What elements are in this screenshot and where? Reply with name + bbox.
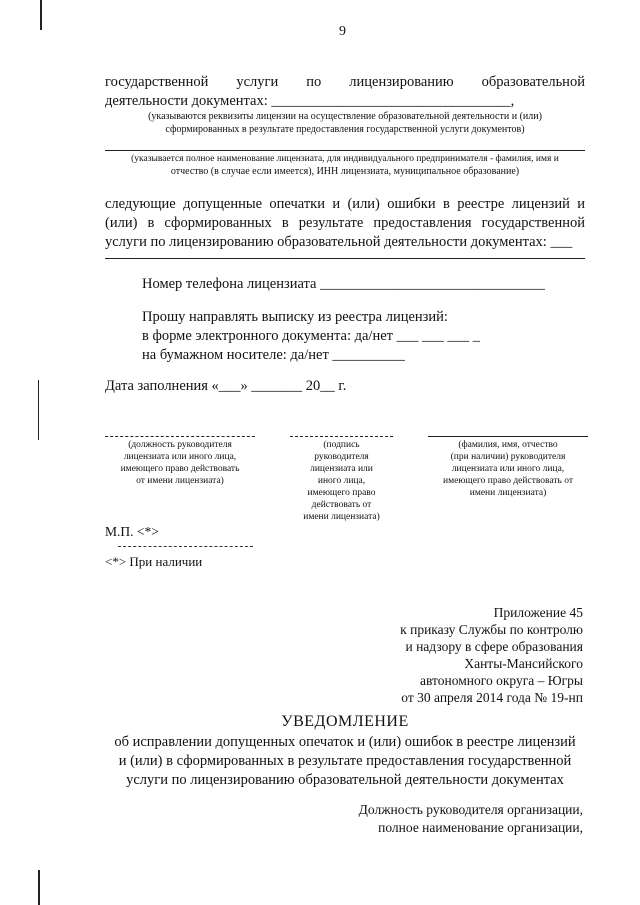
signature-line-sign <box>290 436 393 437</box>
licensee-note-line1: (указывается полное наименование лицензиата, для индивидуального предпринимателя - фамилия, имя и <box>131 154 559 164</box>
license-details-note-line2: сформированных в результате предоставления государственной услуги документов) <box>165 124 525 135</box>
footnote-separator <box>118 546 253 547</box>
licensee-name-line <box>105 150 585 151</box>
appendix-line: автономного округа – Югры <box>420 673 583 688</box>
scan-edge-mark-top <box>40 0 42 30</box>
appendix-line: от 30 апреля 2014 года № 19-нп <box>401 690 583 705</box>
word: государственной <box>105 74 209 90</box>
signature-caption-name: (фамилия, имя, отчество (при наличии) руководителя лицензиата или иного лица, имеющего право действовать от имени лицензиата) <box>443 440 573 498</box>
errors-para-line3: услуги по лицензированию образовательной деятельности документах: ___ <box>105 234 573 250</box>
license-details-note-line1: (указываются реквизиты лицензии на осуществление образовательной деятельности и (или) <box>148 111 542 122</box>
errors-para-line2: (или) в сформированных в результате предоставления государственной <box>105 215 585 231</box>
send-request-electronic: в форме электронного документа: да/нет ___ ___ ___ _ <box>142 328 480 344</box>
word: лицензированию <box>349 74 454 90</box>
send-request-paper: на бумажном носителе: да/нет __________ <box>142 347 405 363</box>
addressee-line2: полное наименование организации, <box>378 820 583 835</box>
notice-subtitle-line1: об исправлении допущенных опечаток и (или) ошибок в реестре лицензий <box>114 734 576 750</box>
phone-label: Номер телефона лицензиата _______________________________ <box>142 276 545 292</box>
top-para-line1 <box>105 72 585 92</box>
footnote: <*> При наличии <box>105 554 203 569</box>
word: услуги <box>236 74 279 90</box>
stamp-label: М.П. <*> <box>105 524 159 539</box>
errors-blank-line <box>105 258 585 259</box>
signature-caption-position: (должность руководителя лицензиата или иного лица, имеющего право действовать от имени лицензиата) <box>120 440 240 486</box>
scan-edge-mark-bottom <box>38 870 40 905</box>
signature-line-name <box>428 436 588 437</box>
scan-edge-mark-middle <box>38 380 39 440</box>
notice-subtitle-line2: и (или) в сформированных в результате предоставления государственной <box>118 753 572 769</box>
addressee-line1: Должность руководителя организации, <box>358 802 583 817</box>
appendix-line: Приложение 45 <box>493 605 583 620</box>
signature-caption-sign: (подпись руководителя лицензиата или иного лица, имеющего право действовать от имени лицензиата) <box>303 440 380 522</box>
licensee-note-line2: отчество (в случае если имеется), ИНН лицензиата, муниципальное образование) <box>170 166 520 177</box>
appendix-line: и надзору в сфере образования <box>405 639 583 654</box>
appendix-line: к приказу Службы по контролю <box>400 622 583 637</box>
word: образовательной <box>481 74 585 90</box>
fill-date: Дата заполнения «___» _______ 20__ г. <box>105 378 347 394</box>
top-para-line2: деятельности документах: _________________________________, <box>105 93 515 109</box>
notice-title: УВЕДОМЛЕНИЕ <box>281 713 409 730</box>
word: по <box>306 74 322 90</box>
signature-line-position <box>105 436 255 437</box>
notice-subtitle-line3: услуги по лицензированию образовательной деятельности документах <box>126 772 564 788</box>
appendix-line: Ханты-Мансийского <box>464 656 583 671</box>
errors-para-line1: следующие допущенные опечатки и (или) ошибки в реестре лицензий и <box>105 196 585 212</box>
send-request-line1: Прошу направлять выписку из реестра лицензий: <box>142 309 448 325</box>
page-number: 9 <box>339 24 346 39</box>
